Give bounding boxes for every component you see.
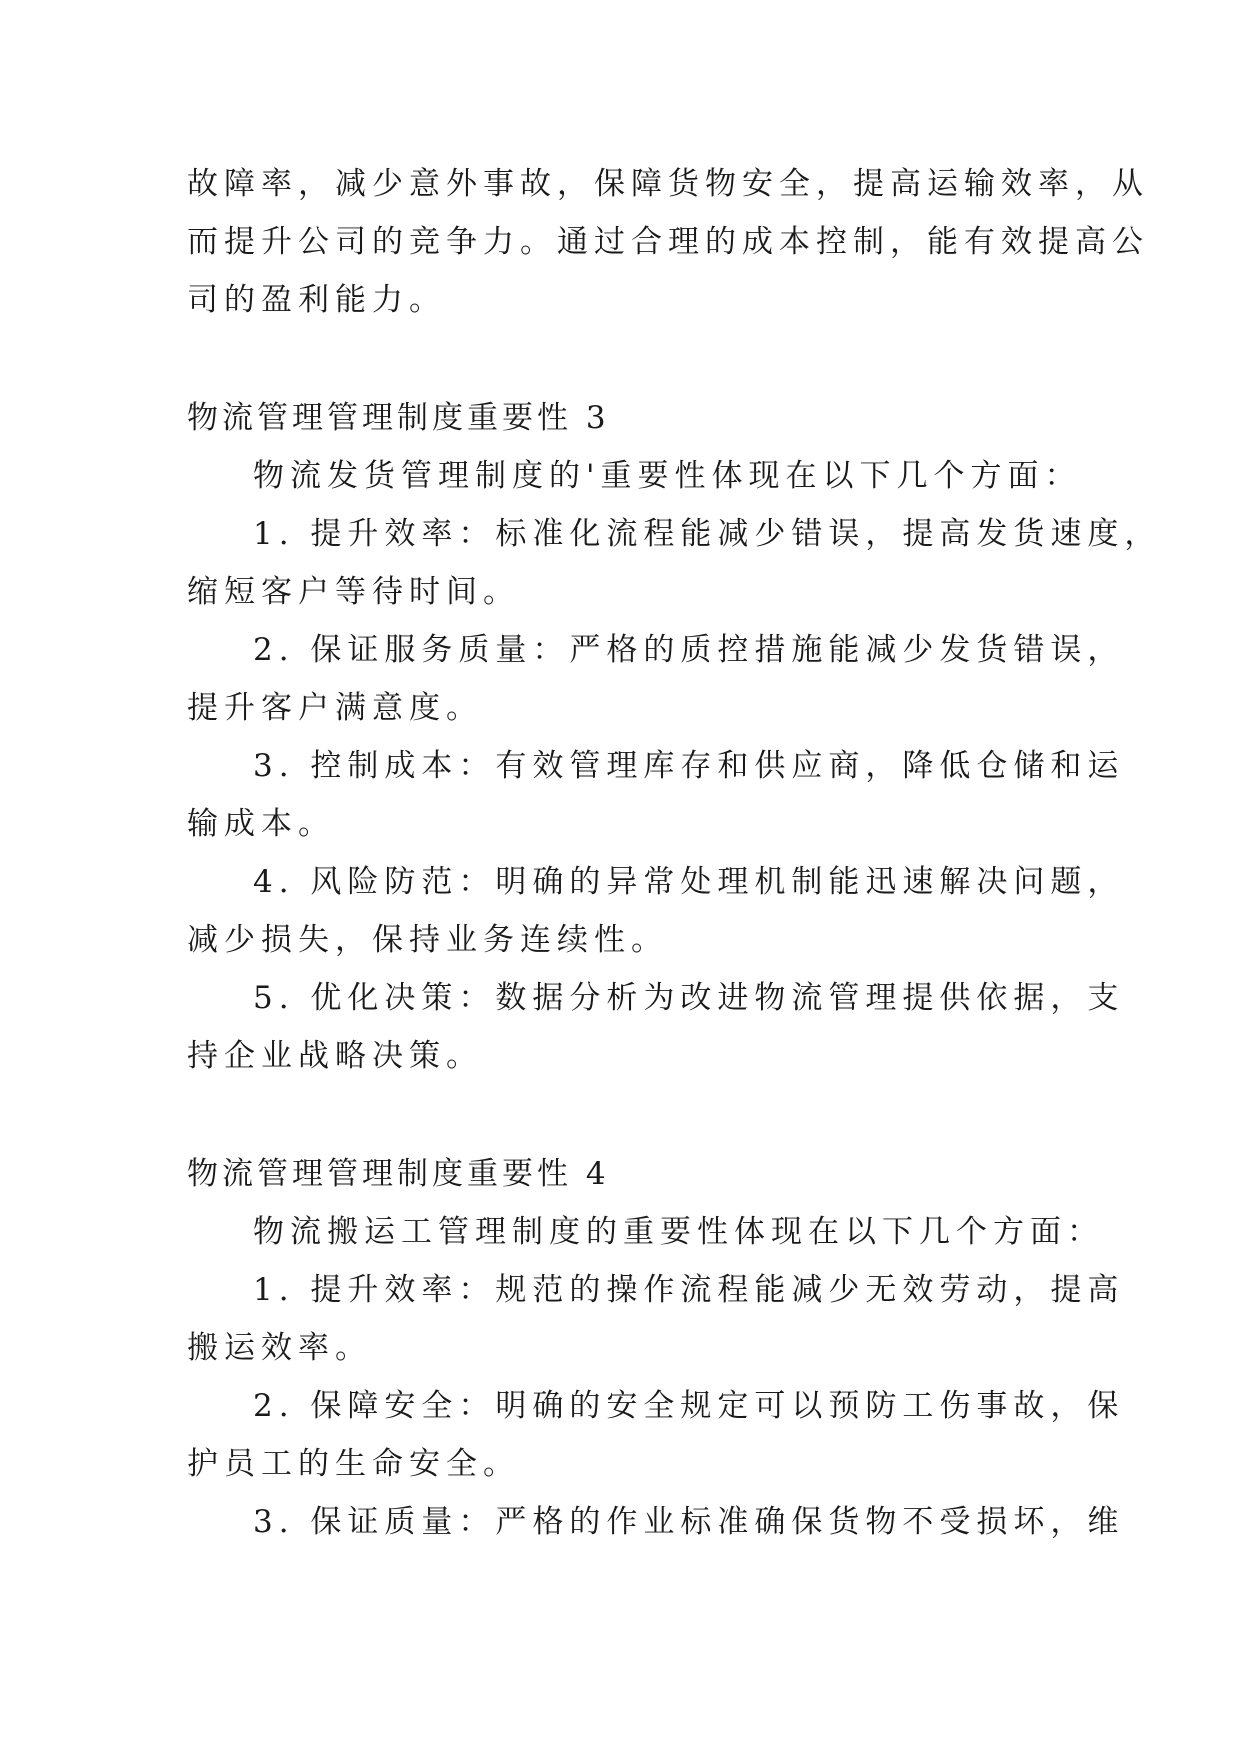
text-line: 2. 保证服务质量：严格的质控措施能减少发货错误， (253, 632, 1125, 668)
text-line: 3. 控制成本：有效管理库存和供应商，降低仓储和运 (253, 748, 1125, 784)
text-line: 司的盈利能力。 (187, 282, 446, 318)
text-line: 护员工的生命安全。 (187, 1446, 520, 1482)
text-line: 1. 提升效率：规范的操作流程能减少无效劳动，提高 (253, 1272, 1125, 1308)
section-intro: 物流搬运工管理制度的重要性体现在以下几个方面： (253, 1214, 1104, 1250)
section-intro: 物流发货管理制度的'重要性体现在以下几个方面： (253, 458, 1082, 494)
text-line: 持企业战略决策。 (187, 1038, 483, 1074)
text-line: 故障率，减少意外事故，保障货物安全，提高运输效率，从 (187, 166, 1149, 202)
text-line: 而提升公司的竞争力。通过合理的成本控制，能有效提高公 (187, 224, 1149, 260)
section-heading: 物流管理管理制度重要性 4 (187, 1156, 610, 1192)
text-line: 输成本。 (187, 806, 335, 842)
text-line: 减少损失，保持业务连续性。 (187, 922, 668, 958)
text-line: 2. 保障安全：明确的安全规定可以预防工伤事故，保 (253, 1388, 1125, 1424)
text-line: 5. 优化决策：数据分析为改进物流管理提供依据，支 (253, 980, 1125, 1016)
text-line: 搬运效率。 (187, 1330, 372, 1366)
text-line: 1. 提升效率：标准化流程能减少错误，提高发货速度， (253, 516, 1162, 552)
text-line: 3. 保证质量：严格的作业标准确保货物不受损坏，维 (253, 1504, 1125, 1540)
text-line: 缩短客户等待时间。 (187, 574, 520, 610)
section-heading: 物流管理管理制度重要性 3 (187, 400, 610, 436)
text-line: 4. 风险防范：明确的异常处理机制能迅速解决问题， (253, 864, 1125, 900)
text-line: 提升客户满意度。 (187, 690, 483, 726)
